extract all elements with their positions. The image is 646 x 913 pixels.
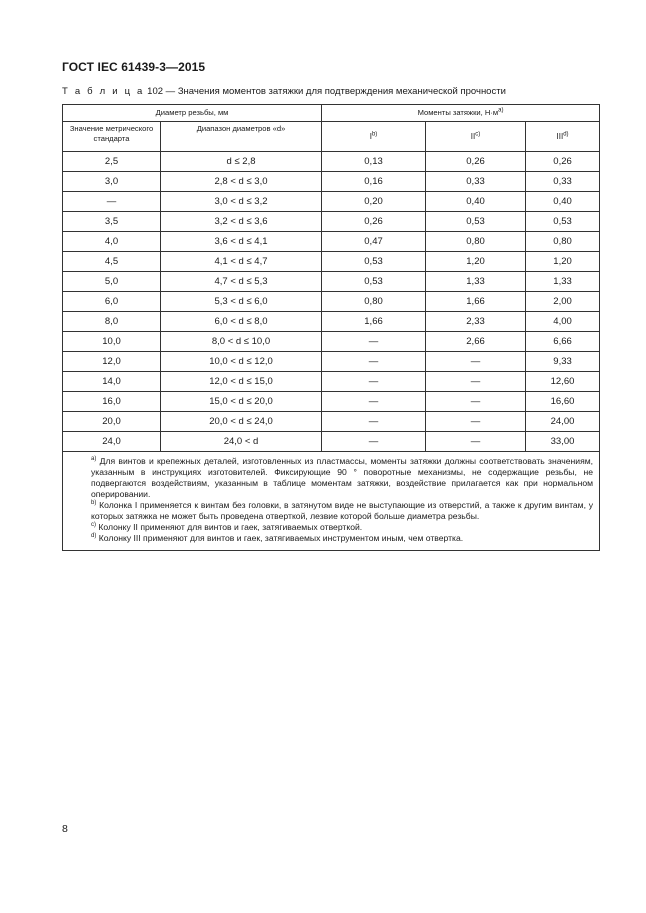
cell-torque-II: — [426,432,526,452]
header-column-II [426,122,526,152]
cell-diameter-range: 5,3 < d ≤ 6,0 [161,292,322,312]
cell-torque-II: 1,20 [426,252,526,272]
table-header-group-row [63,105,600,122]
header-column-I-footnote-mark: b) [371,130,378,137]
cell-torque-III: 0,33 [526,172,600,192]
cell-diameter-range: d ≤ 2,8 [161,152,322,172]
cell-torque-II: 1,33 [426,272,526,292]
table-row [63,192,600,212]
cell-metric-value: 8,0 [63,312,161,332]
cell-diameter-range: 10,0 < d ≤ 12,0 [161,352,322,372]
table-header-column-row [63,122,600,152]
cell-diameter-range: 3,6 < d ≤ 4,1 [161,232,322,252]
table-row [63,372,600,392]
note-a-text: Для винтов и крепежных деталей, изготовленных из пластмассы, моменты затяжки должны соответствовать значениям, указанным в инструкциях изготовителей. Фиксирующие 90 ° поворотные механизмы, не содержащие резьбы, не подвергаются воздействиям, указанным в таблице моментам затяжки, воздействие прилагается как при нормальном оперировании. [91,456,594,499]
cell-torque-I: — [322,352,426,372]
header-column-III-label: III [556,131,564,141]
cell-torque-II: — [426,372,526,392]
torque-table [62,104,600,551]
cell-torque-III: 6,66 [526,332,600,352]
cell-torque-II: — [426,412,526,432]
table-row [63,232,600,252]
header-column-III-footnote-mark: d) [563,130,569,137]
note-c [69,522,593,533]
table-caption [62,86,506,97]
cell-metric-value: 3,5 [63,212,161,232]
cell-torque-III: 24,00 [526,412,600,432]
cell-diameter-range: 8,0 < d ≤ 10,0 [161,332,322,352]
table-row [63,352,600,372]
cell-diameter-range: 6,0 < d ≤ 8,0 [161,312,322,332]
cell-metric-value: 14,0 [63,372,161,392]
cell-torque-I: 0,53 [322,252,426,272]
header-torque-footnote-mark: a) [498,107,504,114]
cell-torque-III: 0,80 [526,232,600,252]
table-row [63,392,600,412]
header-column-I [322,122,426,152]
cell-metric-value: 10,0 [63,332,161,352]
cell-metric-value: 6,0 [63,292,161,312]
note-d-text: Колонку III применяют для винтов и гаек, затягиваемых инструментом иным, чем отвертка. [96,533,464,543]
cell-torque-I: 0,80 [322,292,426,312]
note-c-text: Колонку II применяют для винтов и гаек, затягиваемых отверткой. [96,522,363,532]
cell-torque-III: 2,00 [526,292,600,312]
header-metric-value: Значение метрического стандарта [63,122,161,152]
header-column-II-footnote-mark: c) [475,130,481,137]
cell-metric-value: 24,0 [63,432,161,452]
header-diameter-range: Диапазон диаметров «d» [161,122,322,152]
note-d-mark: d) [91,533,97,540]
cell-torque-I: 0,47 [322,232,426,252]
cell-diameter-range: 15,0 < d ≤ 20,0 [161,392,322,412]
cell-torque-III: 16,60 [526,392,600,412]
cell-torque-II: 2,66 [426,332,526,352]
cell-torque-II: — [426,352,526,372]
cell-metric-value: 5,0 [63,272,161,292]
cell-metric-value: 4,0 [63,232,161,252]
header-torque-label: Моменты затяжки, Н·м [417,108,499,117]
cell-diameter-range: 2,8 < d ≤ 3,0 [161,172,322,192]
cell-torque-III: 1,20 [526,252,600,272]
cell-diameter-range: 3,2 < d ≤ 3,6 [161,212,322,232]
cell-torque-I: 0,20 [322,192,426,212]
table-row [63,412,600,432]
cell-torque-I: 0,16 [322,172,426,192]
note-b-text: Колонка I применяется к винтам без головки, в затянутом виде не выступающие из отверстий, а также к другим винтам, у которых затяжка не может быть проведена отверткой, лезвие которой больше диаметра резьбы. [91,500,594,521]
cell-torque-III: 0,40 [526,192,600,212]
header-thread-diameter: Диаметр резьбы, мм [63,105,322,122]
table-row [63,432,600,452]
cell-torque-III: 33,00 [526,432,600,452]
table-row [63,172,600,192]
table-row [63,292,600,312]
cell-torque-III: 0,26 [526,152,600,172]
cell-metric-value: 20,0 [63,412,161,432]
cell-torque-I: 0,53 [322,272,426,292]
note-c-mark: c) [91,522,96,529]
page-number: 8 [62,823,68,835]
cell-diameter-range: 24,0 < d [161,432,322,452]
cell-diameter-range: 20,0 < d ≤ 24,0 [161,412,322,432]
cell-diameter-range: 12,0 < d ≤ 15,0 [161,372,322,392]
note-a [69,456,593,500]
cell-torque-III: 0,53 [526,212,600,232]
cell-torque-III: 4,00 [526,312,600,332]
cell-torque-II: 0,33 [426,172,526,192]
cell-metric-value: — [63,192,161,212]
table-row [63,252,600,272]
cell-metric-value: 4,5 [63,252,161,272]
cell-torque-III: 9,33 [526,352,600,372]
note-b [69,500,593,522]
header-column-III [526,122,600,152]
cell-torque-I: — [322,432,426,452]
table-row [63,332,600,352]
note-b-mark: b) [91,500,97,507]
cell-metric-value: 2,5 [63,152,161,172]
note-d [69,533,593,544]
cell-metric-value: 12,0 [63,352,161,372]
table-row [63,152,600,172]
cell-torque-I: — [322,372,426,392]
cell-metric-value: 3,0 [63,172,161,192]
header-column-I-label: I [369,131,372,141]
cell-diameter-range: 4,7 < d ≤ 5,3 [161,272,322,292]
table-row [63,212,600,232]
cell-torque-II: — [426,392,526,412]
header-torque [322,105,600,122]
cell-torque-II: 0,80 [426,232,526,252]
header-column-II-label: II [470,131,476,141]
cell-metric-value: 16,0 [63,392,161,412]
notes-row [63,452,600,551]
note-a-mark: a) [91,456,97,463]
cell-torque-I: — [322,392,426,412]
standard-header: ГОСТ IEC 61439-3—2015 [62,60,206,74]
cell-torque-I: — [322,332,426,352]
table-row [63,272,600,292]
cell-torque-I: 0,26 [322,212,426,232]
cell-torque-II: 0,53 [426,212,526,232]
table-body [63,152,600,452]
cell-torque-II: 2,33 [426,312,526,332]
cell-torque-II: 0,26 [426,152,526,172]
cell-torque-I: — [322,412,426,432]
cell-torque-I: 1,66 [322,312,426,332]
cell-torque-II: 1,66 [426,292,526,312]
cell-torque-III: 1,33 [526,272,600,292]
table-caption-label: Т а б л и ц а [62,86,145,97]
cell-torque-II: 0,40 [426,192,526,212]
table-row [63,312,600,332]
cell-diameter-range: 3,0 < d ≤ 3,2 [161,192,322,212]
cell-torque-I: 0,13 [322,152,426,172]
cell-torque-III: 12,60 [526,372,600,392]
cell-diameter-range: 4,1 < d ≤ 4,7 [161,252,322,272]
table-caption-text: 102 — Значения моментов затяжки для подтверждения механической прочности [144,86,506,97]
table-notes [63,452,600,551]
